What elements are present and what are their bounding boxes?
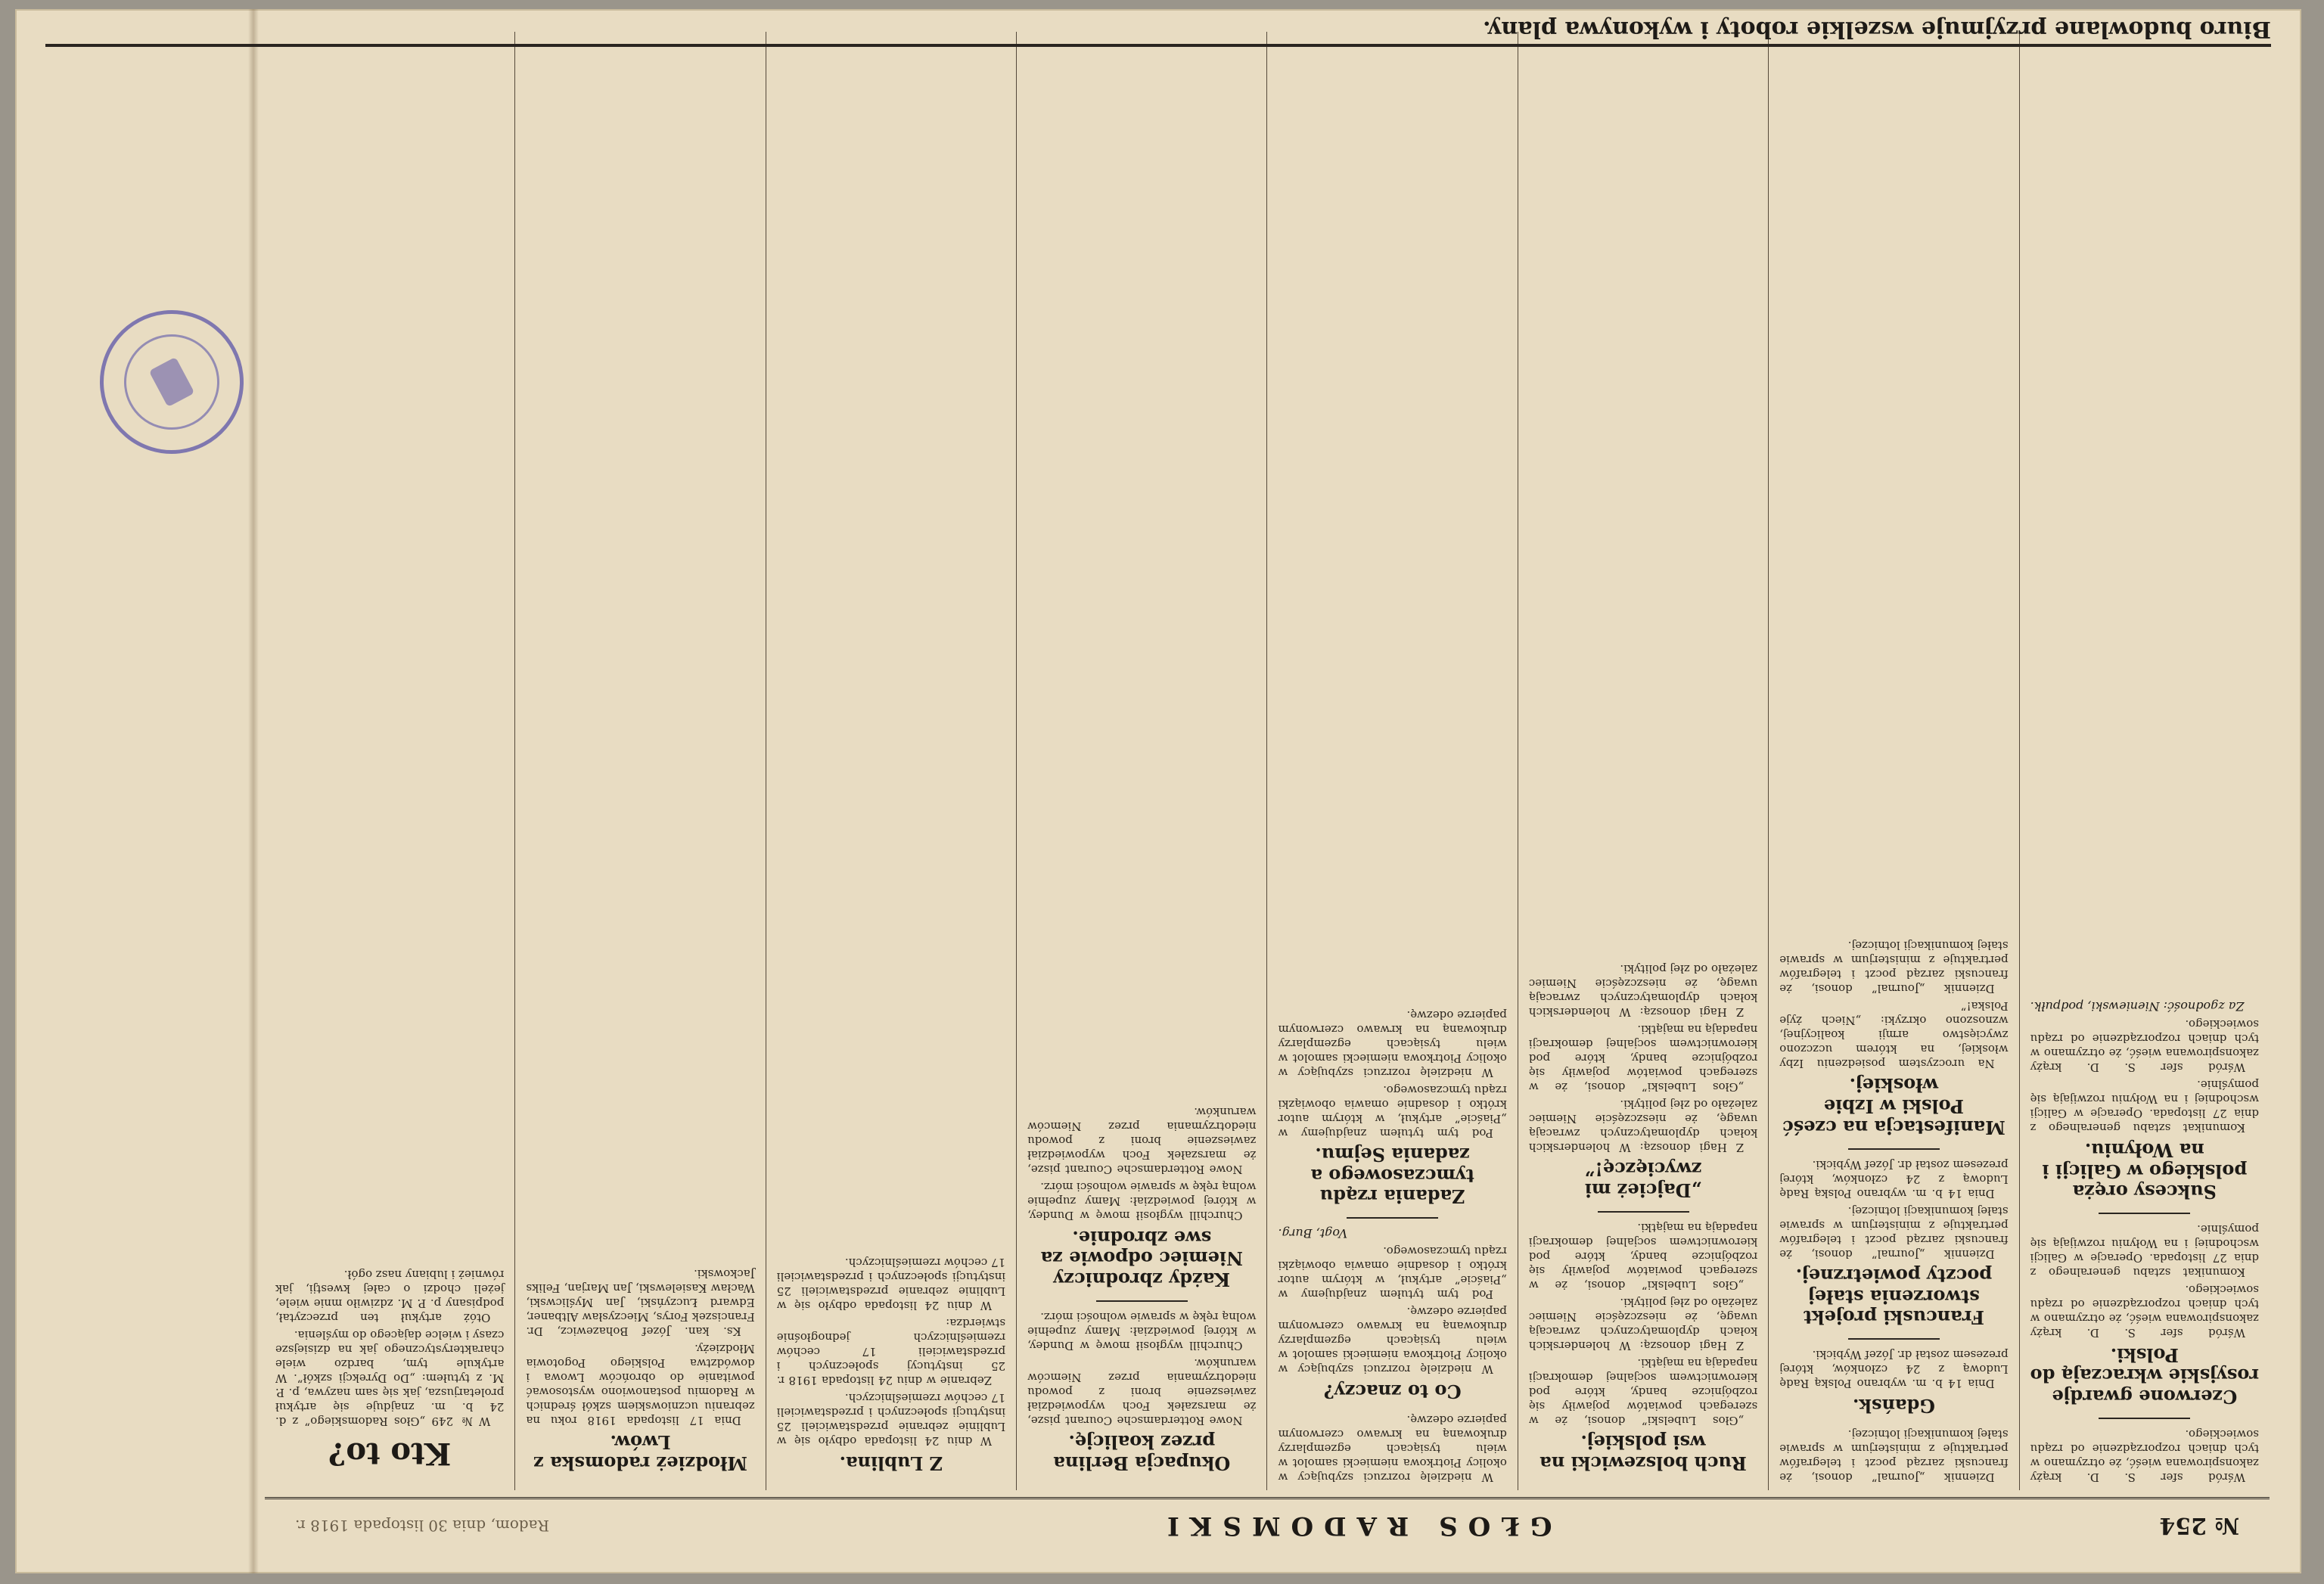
article-heading: Zadania rządu tymczasowego a zadania Sejmu. — [1310, 1144, 1474, 1208]
article-heading: Każdy zbrodniczy Niemiec odpowie za swe zbrodnie. — [1040, 1226, 1243, 1290]
article-heading: Manifestacja na cześć Polski w Izbie włoskiej. — [1782, 1074, 2006, 1138]
library-stamp — [75, 285, 269, 480]
column-1 — [2019, 32, 2270, 1490]
article-heading: Młodzież radomska z Lwów. — [533, 1431, 747, 1474]
article-text: Na uroczystem posiedzeniu Izby włoskiej, na którem uczczono zwycięstwo armji koalicyjnej, wznoszono okrzyki: „Niech żyje Polska!” Dziennik „Journal” donosi, że francuski zarząd poczt i telegrafów pertraktuje z ministerjum w sprawie stałej komunikacji lotniczej. — [1779, 938, 2009, 1070]
divider — [1598, 1211, 1689, 1213]
column-4 — [1267, 32, 1518, 1490]
stamp-inner-ring — [107, 318, 236, 446]
paper-title: GŁOS RADOMSKI — [1156, 1511, 1552, 1541]
newspaper-sheet — [15, 9, 2301, 1573]
article-heading: Ruch bolszewicki na wsi polskiej. — [1539, 1431, 1747, 1474]
column-3 — [1518, 32, 1768, 1490]
issue-date: Radom, dnia 30 listopada 1918 r. — [295, 1517, 550, 1535]
divider — [1848, 1148, 1940, 1150]
article-signature: Za zgodność: Nieniewski, podpułk. — [2030, 999, 2245, 1014]
article-heading: Co to znaczy? — [1323, 1381, 1462, 1402]
article-text: Nowe Rotterdamsche Courant pisze, że marszałek Foch wypowiedział zawieszenie broni z powodu niedotrzymania przez Niemców warunków. Churchill wygłosił mowę w Dundey, w której powiedział: Mamy zupełnie wolną rękę w sprawie wolności mórz. — [1027, 1309, 1257, 1427]
article-heading: Kto to? — [328, 1436, 452, 1471]
article-text: Dziennik „Journal” donosi, że francuski zarząd poczt i telegrafów pertraktuje z ministerjum w sprawie stałej komunikacji lotniczej. Dnia 14 b. m. wybrano Polską Radę Ludową z 24 członków, której prezesem został dr. Józef Wybicki. — [1779, 1157, 2009, 1261]
article-columns — [265, 32, 2270, 1490]
divider — [2099, 1418, 2190, 1419]
article-text: Dnia 17 listopada 1918 roku na zebraniu uczniowskiem szkół średnich w Radomiu postanowiono wystosować powitanie do obrońców Lwowa i dowództwa Polskiego Pogotowia Młodzieży. Ks. kan. Józef Bohazewicz, Dr. Franciszek Forys, Mieczysław Altbaner, Edward Łuczyński, Jan Myślicwski, Wacław Kasielewski, Jan Marjan, Feliks Jackowski. — [526, 1266, 755, 1427]
article-text: Wśród sfer S. D. krąży zakonspirowana wieść, że otrzymano w tych dniach rozporządzenie od rządu sowieckiego. Komunikat sztabu generalnego z dnia 27 listopada. Operacje w Galicji wschodniej i na Wołyniu rozwijają się pomyślnie. — [2030, 1222, 2259, 1340]
article-signature: Vogt, Burg. — [1278, 1226, 1348, 1241]
article-text: W niedzielę rozrzuci szybujący w okolicy Piotrkowa niemiecki samolot w wielu tysiącach egzemplarzy drukowaną na krwawo czerwonym papierze odezwę. Pod tym tytułem znajdujemy w „Piaście” artykuł, w którym autor krótko i dosadnie omawia obowiązki rządu tymczasowego. — [1278, 1244, 1507, 1377]
stamp-emblem — [149, 357, 195, 407]
article-heading: Francuski projekt stworzenia stałej poczty powietrznej. — [1795, 1265, 1993, 1329]
column-7 — [514, 32, 765, 1490]
article-heading: „Dajcież mi zwycięzcę!” — [1584, 1158, 1702, 1201]
article-text: Wśród sfer S. D. krąży zakonspirowana wieść, że otrzymano w tych dniach rozporządzenie od rządu sowieckiego. — [2030, 1427, 2259, 1484]
article-heading: Sukcesy oręża polskiego w Galicji i na Wołyniu. — [2042, 1139, 2248, 1204]
article-text: „Głos Lubelski” donosi, że w szeregach powiatów pojawiły się rozbójnicze bandy, które pod kierownictwem socjalnej demokracji napadają na majątki. Z Hagi donoszą: W holenderskich kołach dyplomatycznych zwracają uwagę, że nieszczęście Niemiec zależało od złej polityki. „Głos Lubelski” donosi, że w szeregach powiatów pojawiły się rozbójnicze bandy, które pod kierownictwem socjalnej demokracji napadają na majątki. — [1528, 1220, 1758, 1427]
article-text: Z Hagi donoszą: W holenderskich kołach dyplomatycznych zwracają uwagę, że nieszczęście Niemiec zależało od złej polityki. „Głos Lubelski” donosi, że w szeregach powiatów pojawiły się rozbójnicze bandy, które pod kierownictwem socjalnej demokracji napadają na majątki. Z Hagi donoszą: W holenderskich kołach dyplomatycznych zwracają uwagę, że nieszczęście Niemiec zależało od złej polityki. — [1528, 961, 1758, 1154]
article-text: Dziennik „Journal” donosi, że francuski zarząd poczt i telegrafów pertraktuje z ministerjum w sprawie stałej komunikacji lotniczej. — [1779, 1427, 2009, 1484]
article-text: Komunikat sztabu generalnego z dnia 27 listopada. Operacje w Galicji wschodniej i na Wołyniu rozwijają się pomyślnie. Wśród sfer S. D. krąży zakonspirowana wieść, że otrzymano w tych dniach rozporządzenie od rządu sowieckiego. — [2030, 1017, 2259, 1135]
article-text: Dnia 14 b. m. wybrano Polską Radę Ludową z 24 członków, której prezesem został dr. Józef Wybicki. — [1779, 1348, 2009, 1391]
article-text: Pod tym tytułem znajdujemy w „Piaście” artykuł, w którym autor krótko i dosadnie omawia obowiązki rządu tymczasowego. W niedzielę rozrzuci szybujący w okolicy Piotrkowa niemiecki samolot w wielu tysiącach egzemplarzy drukowaną na krwawo czerwonym papierze odezwę. — [1278, 1008, 1507, 1140]
top-banner-text: Biuro budowlane przyjmuje wszelkie roboty i wykonywa plany. — [1482, 15, 2271, 42]
divider — [1347, 1217, 1438, 1219]
issue-number: № 254 — [2159, 1512, 2239, 1539]
column-6 — [766, 32, 1016, 1490]
divider — [1096, 1300, 1188, 1302]
newspaper-page-rotated — [265, 32, 2270, 1552]
column-5 — [1016, 32, 1266, 1490]
article-text: W dniu 24 listopada odbyło się w Lublinie zebranie przedstawicieli 25 instytucji społecznych i przedstawicieli 17 cechów rzemieślniczych. Zebranie w dniu 24 listopada 1918 r. 25 instytucyj społecznych i przedstawicieli 17 cechów rzemieślniczych jednogłośnie stwierdza: W dniu 24 listopada odbyło się w Lublinie zebranie przedstawicieli 25 instytucji społecznych i przedstawicieli 17 cechów rzemieślniczych. — [776, 1256, 1006, 1449]
column-8 — [265, 32, 514, 1490]
article-text: W № 249 „Głos Radomskiego” z d. 24 b. m. znajduje się artykuł proletarjusza, jak się sam nazywa, p. P. M. z tytułem: „Do Dyrekcji szkół”. W artykule tym, bardzo wiele charakterystycznego jak na dzisiejsze czasy i wielce dającego do myślenia. Otóż artykuł ten przeczytał, podpisany p. P. M. zdziwiło mnie wiele, jeżeli chodzi o całej kwestji, jak również i lubiany nasz ogół. — [275, 1268, 505, 1428]
top-banner — [45, 14, 2271, 47]
article-heading: Czerwone gwardje rosyjskie wkraczają do Polski. — [2030, 1343, 2259, 1408]
article-text: Churchill wygłosił mowę w Dundey, w której powiedział: Mamy zupełnie wolną rękę w sprawie wolności mórz. Nowe Rotterdamsche Courant pisze, że marszałek Foch wypowiedział zawieszenie broni z powodu niedotrzymania przez Niemców warunków. — [1027, 1105, 1257, 1223]
divider — [1848, 1338, 1940, 1340]
article-heading: Gdańsk. — [1853, 1395, 1935, 1417]
article-heading: Z Lublina. — [839, 1452, 943, 1474]
article-heading: Okupacja Berlina przez koalicję. — [1053, 1431, 1231, 1474]
column-2 — [1768, 32, 2018, 1490]
page-fold-shadow — [248, 9, 259, 1573]
article-text: W niedzielę rozrzuci szybujący w okolicy Piotrkowa niemiecki samolot w wielu tysiącach egzemplarzy drukowaną na krwawo czerwonym papierze odezwę. — [1278, 1413, 1507, 1484]
divider — [2099, 1213, 2190, 1214]
masthead — [265, 1497, 2270, 1552]
